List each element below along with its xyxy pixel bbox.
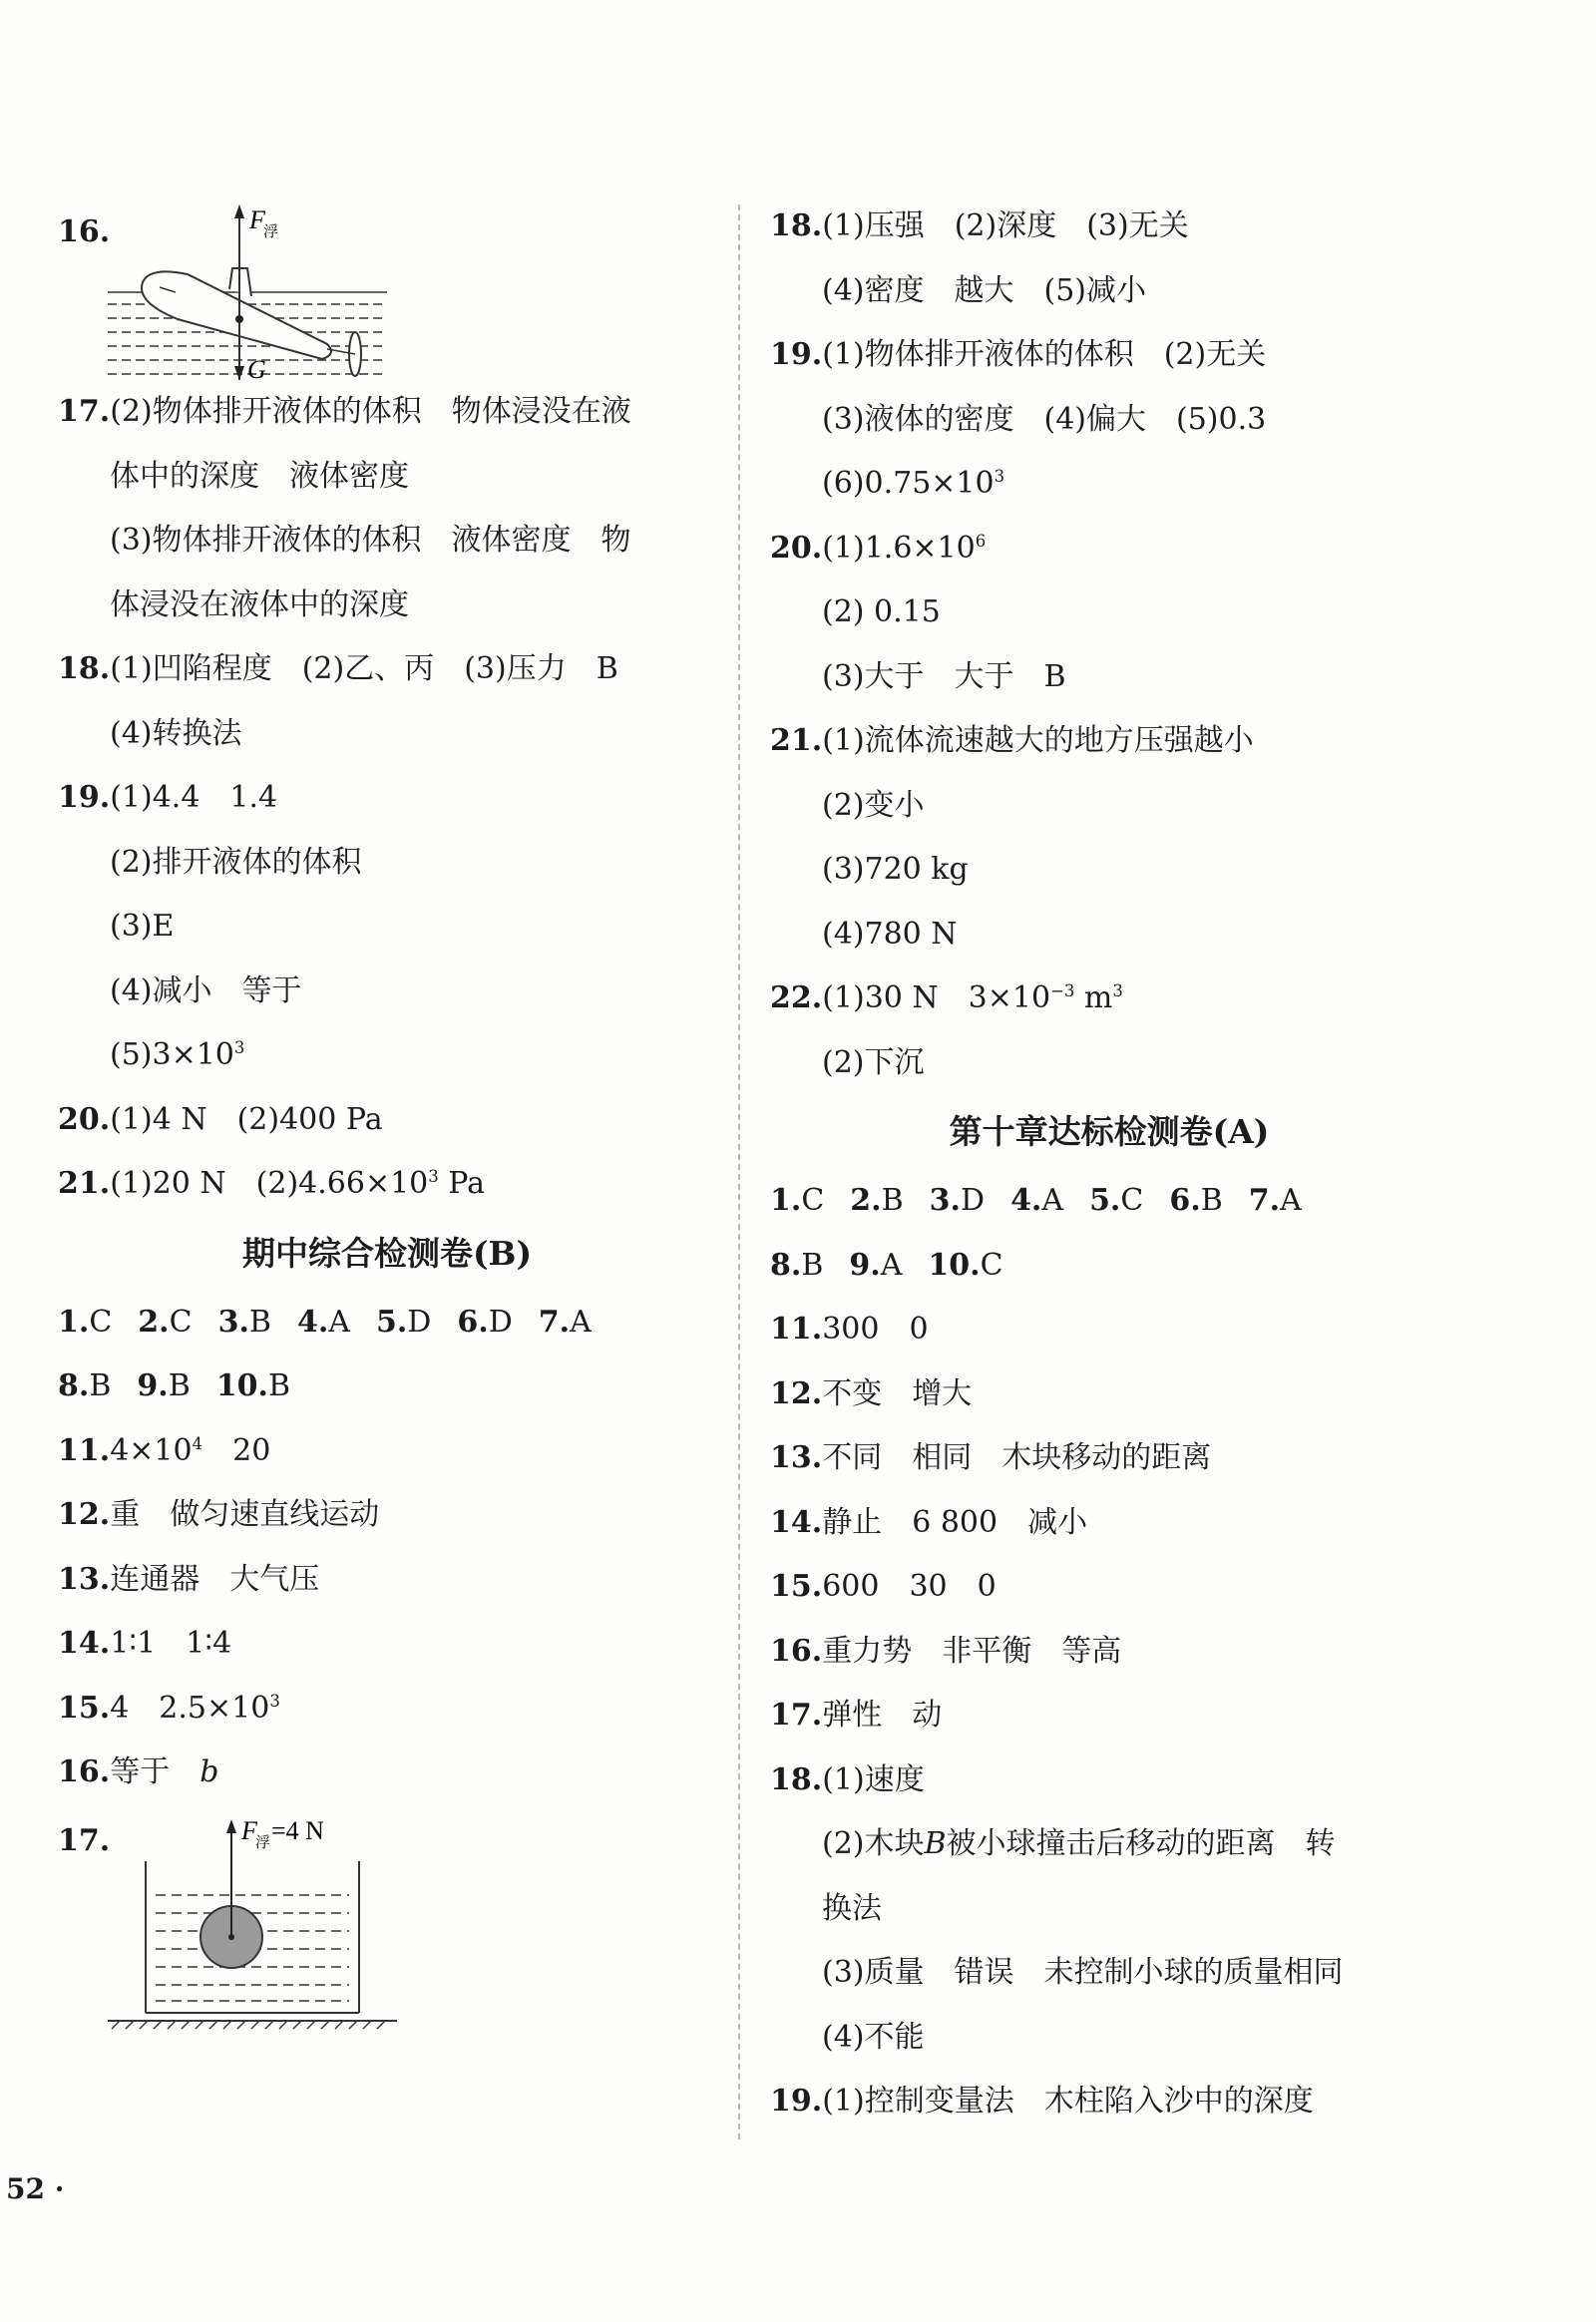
buoyancy-force-subscript: 浮 <box>263 222 279 240</box>
midterm-b-answer-1 <box>138 1305 192 1340</box>
c14-number: 14. <box>770 1504 823 1540</box>
midterm-b-answer-number: 4. <box>296 1304 329 1340</box>
c11-number: 11. <box>770 1312 823 1347</box>
column-divider <box>738 204 740 2139</box>
chapter10-a-answer-number: 6. <box>1169 1183 1201 1218</box>
c18-line-5: (4)不能 <box>822 2019 925 2055</box>
c15-text: 600 30 0 <box>822 1569 997 1604</box>
chapter10-a-answer-0 <box>770 1183 824 1218</box>
mc-answers-row-1 <box>58 1291 716 1355</box>
c13-text: 不同 相同 木块移动的距离 <box>822 1440 1212 1475</box>
r-q21-text-1: (1)流体流速越大的地方压强越小 <box>822 723 1254 758</box>
midterm-b-answer-letter: D <box>407 1304 432 1340</box>
midterm-b-answer-number: 1. <box>58 1304 90 1340</box>
left-column <box>58 194 716 2047</box>
q21-text-post: Pa <box>438 1166 486 1201</box>
chapter10-a-answer-letter: C <box>801 1183 825 1218</box>
c17-line <box>770 1684 1448 1748</box>
b13-text: 连通器 大气压 <box>110 1561 320 1597</box>
r-q20-line-1 <box>770 517 1448 581</box>
c13-number: 13. <box>770 1440 823 1475</box>
chapter10-a-answer-letter: B <box>1200 1183 1223 1218</box>
q20-number: 20. <box>58 1101 111 1137</box>
r-q20-number: 20. <box>770 530 823 566</box>
b11-number: 11. <box>58 1432 111 1468</box>
r-q21-line-2: (2)变小 <box>822 787 925 823</box>
r-q19-line-3 <box>770 452 1448 517</box>
b12-line <box>58 1483 716 1548</box>
c16-number: 16. <box>770 1633 823 1669</box>
c16-line <box>770 1620 1448 1685</box>
q19-text-1: (1)4.4 1.4 <box>110 780 278 815</box>
c18-number: 18. <box>770 1761 823 1797</box>
mc-answers-row-2 <box>58 1354 716 1419</box>
b15-exponent: 3 <box>269 1691 280 1711</box>
b15-text: 4 2.5×10 <box>110 1690 270 1726</box>
midterm-b-answer-2 <box>218 1305 271 1340</box>
midterm-b-answer-2 <box>216 1368 290 1403</box>
q19-line-1 <box>58 766 716 831</box>
q21-number: 21. <box>58 1166 111 1201</box>
r-q22-text-pre: (1)30 N 3×10 <box>822 980 1051 1015</box>
b11-line <box>58 1419 716 1484</box>
midterm-b-answer-0 <box>58 1305 112 1340</box>
chapter10-a-answer-number: 10. <box>928 1247 981 1283</box>
midterm-b-answer-letter: C <box>89 1304 113 1340</box>
midterm-b-answer-number: 2. <box>138 1304 170 1340</box>
chapter10-a-answer-4 <box>1089 1183 1143 1218</box>
r-q19-number: 19. <box>770 337 823 372</box>
b14-text: 1∶1 1∶4 <box>110 1626 232 1661</box>
q17-line-4: 体浸没在液体中的深度 <box>110 586 409 622</box>
r-q22-number: 22. <box>770 980 823 1015</box>
r-q20-exponent: 6 <box>975 531 987 551</box>
b17-force-value: =4 N <box>271 1815 324 1845</box>
chapter10-a-answer-letter: B <box>881 1183 904 1218</box>
c17-text: 弹性 动 <box>822 1698 943 1733</box>
chapter10-a-answer-2 <box>928 1248 1002 1283</box>
c17-number: 17. <box>770 1698 823 1733</box>
q21-text-pre: (1)20 N (2)4.66×10 <box>110 1166 429 1201</box>
b16-italic-b: b <box>200 1754 219 1789</box>
c13-line <box>770 1426 1448 1491</box>
q16-number: 16. <box>58 214 111 249</box>
r-mc-answers-row-2 <box>770 1234 1448 1299</box>
b11-text-post: 20 <box>202 1432 271 1468</box>
midterm-b-answer-letter: A <box>570 1304 592 1340</box>
r-q22-line-1 <box>770 967 1448 1031</box>
c18-line-4: (3)质量 错误 未控制小球的质量相同 <box>822 1955 1344 1990</box>
submarine-force-diagram <box>98 194 397 380</box>
b11-text-pre: 4×10 <box>110 1432 193 1468</box>
q19-number: 19. <box>58 780 111 815</box>
b15-line <box>58 1677 716 1742</box>
midterm-b-answer-number: 5. <box>375 1304 408 1340</box>
chapter10-a-answer-6 <box>1249 1183 1302 1218</box>
b17-force-label: F <box>241 1815 257 1845</box>
r-q18-text-1: (1)压强 (2)深度 (3)无关 <box>822 208 1189 243</box>
chapter10-a-answer-letter: A <box>1041 1183 1064 1218</box>
r-q19-text-1: (1)物体排开液体的体积 (2)无关 <box>822 337 1267 372</box>
r-q21-line-3: (3)720 kg <box>822 852 969 887</box>
b17-number: 17. <box>58 1822 111 1858</box>
right-column <box>770 194 1448 2134</box>
chapter10-a-answer-2 <box>930 1183 985 1218</box>
q17-line-2: 体中的深度 液体密度 <box>110 458 409 494</box>
c12-line <box>770 1362 1448 1427</box>
midterm-b-answer-1 <box>137 1368 190 1403</box>
section-heading-chapter10-a: 第十章达标检测卷(A) <box>949 1112 1270 1151</box>
chapter10-a-answer-number: 9. <box>849 1247 881 1283</box>
q20-text-1: (1)4 N (2)400 Pa <box>110 1101 383 1137</box>
q19-exponent: 3 <box>233 1038 245 1057</box>
r-mc-answers-row-1 <box>770 1169 1448 1234</box>
chapter10-a-answer-letter: A <box>880 1247 903 1283</box>
gravity-force-label: G <box>247 355 266 380</box>
chapter10-a-answer-1 <box>849 1248 902 1283</box>
chapter10-a-answer-number: 7. <box>1248 1183 1281 1218</box>
midterm-b-answer-number: 9. <box>137 1368 169 1403</box>
q19-line-4: (4)减小 等于 <box>110 972 302 1008</box>
r-q19-line-1 <box>770 323 1448 388</box>
chapter10-a-answer-3 <box>1010 1183 1063 1218</box>
r-q20-text-1: (1)1.6×10 <box>822 530 976 566</box>
c16-text: 重力势 非平衡 等高 <box>822 1633 1122 1669</box>
b15-number: 15. <box>58 1690 111 1726</box>
q17-line-3: (3)物体排开液体的体积 液体密度 物 <box>110 523 631 558</box>
chapter10-a-answer-letter: A <box>1280 1183 1302 1218</box>
chapter10-a-answer-letter: C <box>980 1247 1003 1283</box>
midterm-b-answer-0 <box>58 1368 111 1403</box>
q16-figure-block <box>58 194 716 380</box>
chapter10-a-answer-number: 5. <box>1089 1183 1121 1218</box>
midterm-b-answer-3 <box>297 1305 350 1340</box>
q21-exponent: 3 <box>428 1167 439 1186</box>
c18-line-3: 换法 <box>822 1890 882 1926</box>
c15-number: 15. <box>770 1569 823 1604</box>
chapter10-a-answer-number: 2. <box>850 1183 882 1218</box>
c14-text: 静止 6 800 减小 <box>822 1504 1088 1540</box>
r-q20-line-2: (2) 0.15 <box>822 594 941 629</box>
r-q19-exponent: 3 <box>994 467 1005 486</box>
r-q22-unit: m <box>1074 980 1113 1015</box>
b11-exponent: 4 <box>192 1433 203 1453</box>
r-q21-line-1 <box>770 709 1448 774</box>
chapter10-a-answer-letter: B <box>801 1247 824 1283</box>
midterm-b-answer-letter: C <box>169 1304 193 1340</box>
c11-line <box>770 1298 1448 1362</box>
c19-text-1: (1)控制变量法 木柱陷入沙中的深度 <box>822 2084 1314 2119</box>
c18-italic-b: B <box>924 1826 947 1861</box>
chapter10-a-answer-letter: C <box>1120 1183 1144 1218</box>
q21-line-1 <box>58 1152 716 1217</box>
q18-line-2: (4)转换法 <box>110 715 242 751</box>
c12-text: 不变 增大 <box>822 1375 973 1411</box>
q19-text-5: (5)3×10 <box>110 1037 234 1072</box>
r-q18-line-2: (4)密度 越大 (5)减小 <box>822 272 1146 308</box>
r-q21-line-4: (4)780 N <box>822 916 958 952</box>
b12-number: 12. <box>58 1497 111 1532</box>
midterm-b-answer-letter: D <box>488 1304 513 1340</box>
c18-text-2-pre: (2)木块 <box>822 1826 925 1861</box>
c11-text: 300 0 <box>822 1312 929 1347</box>
r-q22-unit-exponent: 3 <box>1112 981 1123 1000</box>
chapter10-a-answer-number: 4. <box>1010 1183 1042 1218</box>
midterm-b-answer-letter: B <box>267 1368 290 1403</box>
q19-line-2: (2)排开液体的体积 <box>110 844 362 880</box>
midterm-b-answer-4 <box>376 1305 431 1340</box>
midterm-b-answer-5 <box>457 1305 512 1340</box>
midterm-b-answer-letter: A <box>328 1304 350 1340</box>
c14-line <box>770 1491 1448 1556</box>
b17-figure-block <box>58 1807 716 2047</box>
b13-line <box>58 1548 716 1613</box>
c18-line-2 <box>770 1812 1448 1877</box>
chapter10-a-answer-number: 1. <box>770 1183 802 1218</box>
c18-text-2-post: 被小球撞击后移动的距离 转 <box>946 1826 1336 1861</box>
q17-number: 17. <box>58 394 111 429</box>
r-q19-line-2: (3)液体的密度 (4)偏大 (5)0.3 <box>822 401 1267 437</box>
c15-line <box>770 1555 1448 1620</box>
c19-line-1 <box>770 2070 1448 2134</box>
r-q22-exponent: −3 <box>1050 981 1075 1000</box>
b16-number: 16. <box>58 1754 111 1789</box>
r-q19-text-3: (6)0.75×10 <box>822 466 995 501</box>
b14-line <box>58 1612 716 1677</box>
r-q20-line-3: (3)大于 大于 B <box>822 658 1066 694</box>
b14-number: 14. <box>58 1626 111 1661</box>
b16-line <box>58 1741 716 1805</box>
chapter10-a-answer-0 <box>770 1248 823 1283</box>
c12-number: 12. <box>770 1375 823 1411</box>
b13-number: 13. <box>58 1561 111 1597</box>
chapter10-a-answer-letter: D <box>961 1183 986 1218</box>
page-number: 52 · <box>6 2172 65 2205</box>
q19-line-3: (3)E <box>110 909 175 944</box>
chapter10-a-answer-1 <box>850 1183 903 1218</box>
r-q22-line-2: (2)下沉 <box>822 1044 925 1080</box>
ball-in-container-diagram <box>98 1807 437 2047</box>
b17-force-subscript: 浮 <box>255 1832 271 1851</box>
section-heading-midterm-b: 期中综合检测卷(B) <box>241 1233 533 1273</box>
midterm-b-answer-number: 8. <box>58 1368 90 1403</box>
c18-text-1: (1)速度 <box>822 1761 925 1797</box>
midterm-b-answer-6 <box>539 1305 592 1340</box>
midterm-b-answer-letter: B <box>248 1304 271 1340</box>
q17-text-1: (2)物体排开液体的体积 物体浸没在液 <box>110 394 631 429</box>
q17-line-1 <box>58 380 716 445</box>
r-q18-line-1 <box>770 194 1448 259</box>
b12-text: 重 做匀速直线运动 <box>110 1497 380 1532</box>
chapter10-a-answer-number: 3. <box>929 1183 961 1218</box>
midterm-b-answer-number: 6. <box>457 1304 489 1340</box>
midterm-b-answer-number: 10. <box>215 1368 268 1403</box>
q18-line-1 <box>58 637 716 702</box>
midterm-b-answer-number: 7. <box>538 1304 571 1340</box>
midterm-b-answer-letter: B <box>168 1368 191 1403</box>
chapter10-a-answer-5 <box>1169 1183 1222 1218</box>
midterm-b-answer-letter: B <box>89 1368 112 1403</box>
q18-number: 18. <box>58 651 111 686</box>
buoyancy-force-label: F <box>249 205 265 234</box>
c18-line-1 <box>770 1748 1448 1813</box>
chapter10-a-answer-number: 8. <box>770 1247 802 1283</box>
r-q18-number: 18. <box>770 208 823 243</box>
b16-text: 等于 <box>110 1754 200 1789</box>
r-q21-number: 21. <box>770 723 823 758</box>
q19-line-5 <box>58 1023 716 1088</box>
q20-line-1 <box>58 1088 716 1153</box>
midterm-b-answer-number: 3. <box>217 1304 249 1340</box>
q18-text-1: (1)凹陷程度 (2)乙、丙 (3)压力 B <box>110 651 618 686</box>
c19-number: 19. <box>770 2084 823 2119</box>
